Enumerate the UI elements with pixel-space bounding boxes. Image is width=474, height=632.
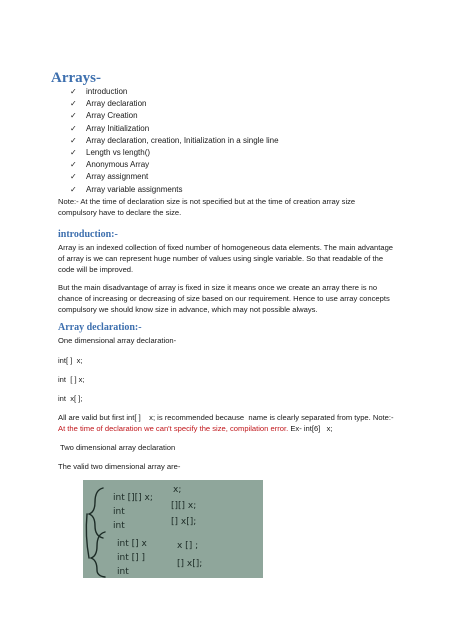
list-item: ✓ Array declaration bbox=[70, 98, 279, 110]
checkmark-icon: ✓ bbox=[70, 123, 77, 133]
checkmark-icon: ✓ bbox=[70, 99, 77, 109]
svg-text:int: int bbox=[113, 507, 125, 517]
code-line: int[ ] x; bbox=[58, 356, 83, 365]
list-item: ✓ Array Initialization bbox=[70, 123, 279, 135]
svg-text:x [] ;: x [] ; bbox=[177, 541, 199, 551]
code-line: int x[ ]; bbox=[58, 394, 83, 403]
svg-text:[][] x;: [][] x; bbox=[171, 501, 197, 511]
svg-text:int: int bbox=[117, 567, 129, 577]
red-note: At the time of declaration we can't specify the size, compilation error. bbox=[58, 424, 289, 433]
topic-list bbox=[70, 86, 279, 196]
checkmark-icon: ✓ bbox=[70, 135, 77, 145]
note-paragraph: Note:- At the time of declaration size is not specified but at the time of creation array size compulsory have to declare the size. bbox=[58, 197, 356, 218]
red-note-line: At the time of declaration we can't specify the size, compilation error. Ex- int[6] x; bbox=[58, 424, 333, 433]
svg-text:[] x[];: [] x[]; bbox=[171, 517, 197, 527]
list-item: ✓ Array declaration, creation, Initialization in a single line bbox=[70, 135, 279, 147]
checkmark-icon: ✓ bbox=[70, 148, 77, 158]
svg-text:[] x[];: [] x[]; bbox=[177, 559, 203, 569]
page-title: Arrays- bbox=[51, 70, 101, 86]
list-item: ✓ Array Creation bbox=[70, 110, 279, 122]
list-item: ✓ Array variable assignments bbox=[70, 184, 279, 196]
checkmark-icon: ✓ bbox=[70, 172, 77, 182]
checkmark-icon: ✓ bbox=[70, 184, 77, 194]
handwritten-array-sketch bbox=[83, 480, 263, 578]
list-item: ✓ Anonymous Array bbox=[70, 159, 279, 171]
code-line: int [ ] x; bbox=[58, 375, 85, 384]
checkmark-icon: ✓ bbox=[70, 111, 77, 121]
two-dim-valid-label: The valid two dimensional array are- bbox=[58, 462, 181, 471]
checkmark-icon: ✓ bbox=[70, 87, 77, 96]
svg-text:int [] x: int [] x bbox=[117, 539, 147, 549]
list-item: ✓ introduction bbox=[70, 86, 279, 98]
svg-text:int [][] x;: int [][] x; bbox=[113, 493, 153, 503]
checkmark-icon: ✓ bbox=[70, 160, 77, 170]
intro-paragraph-1: Array is an indexed collection of fixed number of homogeneous data elements. The main advantage of array is we can represent huge number of values using single variable. So that readable of the code will be improved. bbox=[58, 243, 394, 275]
svg-text:int: int bbox=[113, 521, 125, 531]
list-item: ✓ Array assignment bbox=[70, 171, 279, 183]
introduction-heading: introduction:- bbox=[58, 229, 118, 240]
intro-paragraph-2: But the main disadvantage of array is fixed in size it means once we create an array there is no chance of increasing or decreasing of size based on our requirement. Hence to use array concepts compulsory we should know size in advance, which may not possible always. bbox=[58, 283, 390, 315]
list-item: ✓ Length vs length() bbox=[70, 147, 279, 159]
svg-text:x;: x; bbox=[173, 485, 182, 495]
whiteboard-photo bbox=[83, 480, 263, 578]
two-dim-label: Two dimensional array declaration bbox=[58, 443, 176, 452]
array-declaration-heading: Array declaration:- bbox=[58, 322, 142, 333]
one-dim-label: One dimensional array declaration- bbox=[58, 336, 177, 345]
valid-line: All are valid but first int[ ] x; is recommended because name is clearly separated from type. Note:- bbox=[58, 413, 394, 422]
svg-text:int [] ]: int [] ] bbox=[117, 553, 145, 563]
